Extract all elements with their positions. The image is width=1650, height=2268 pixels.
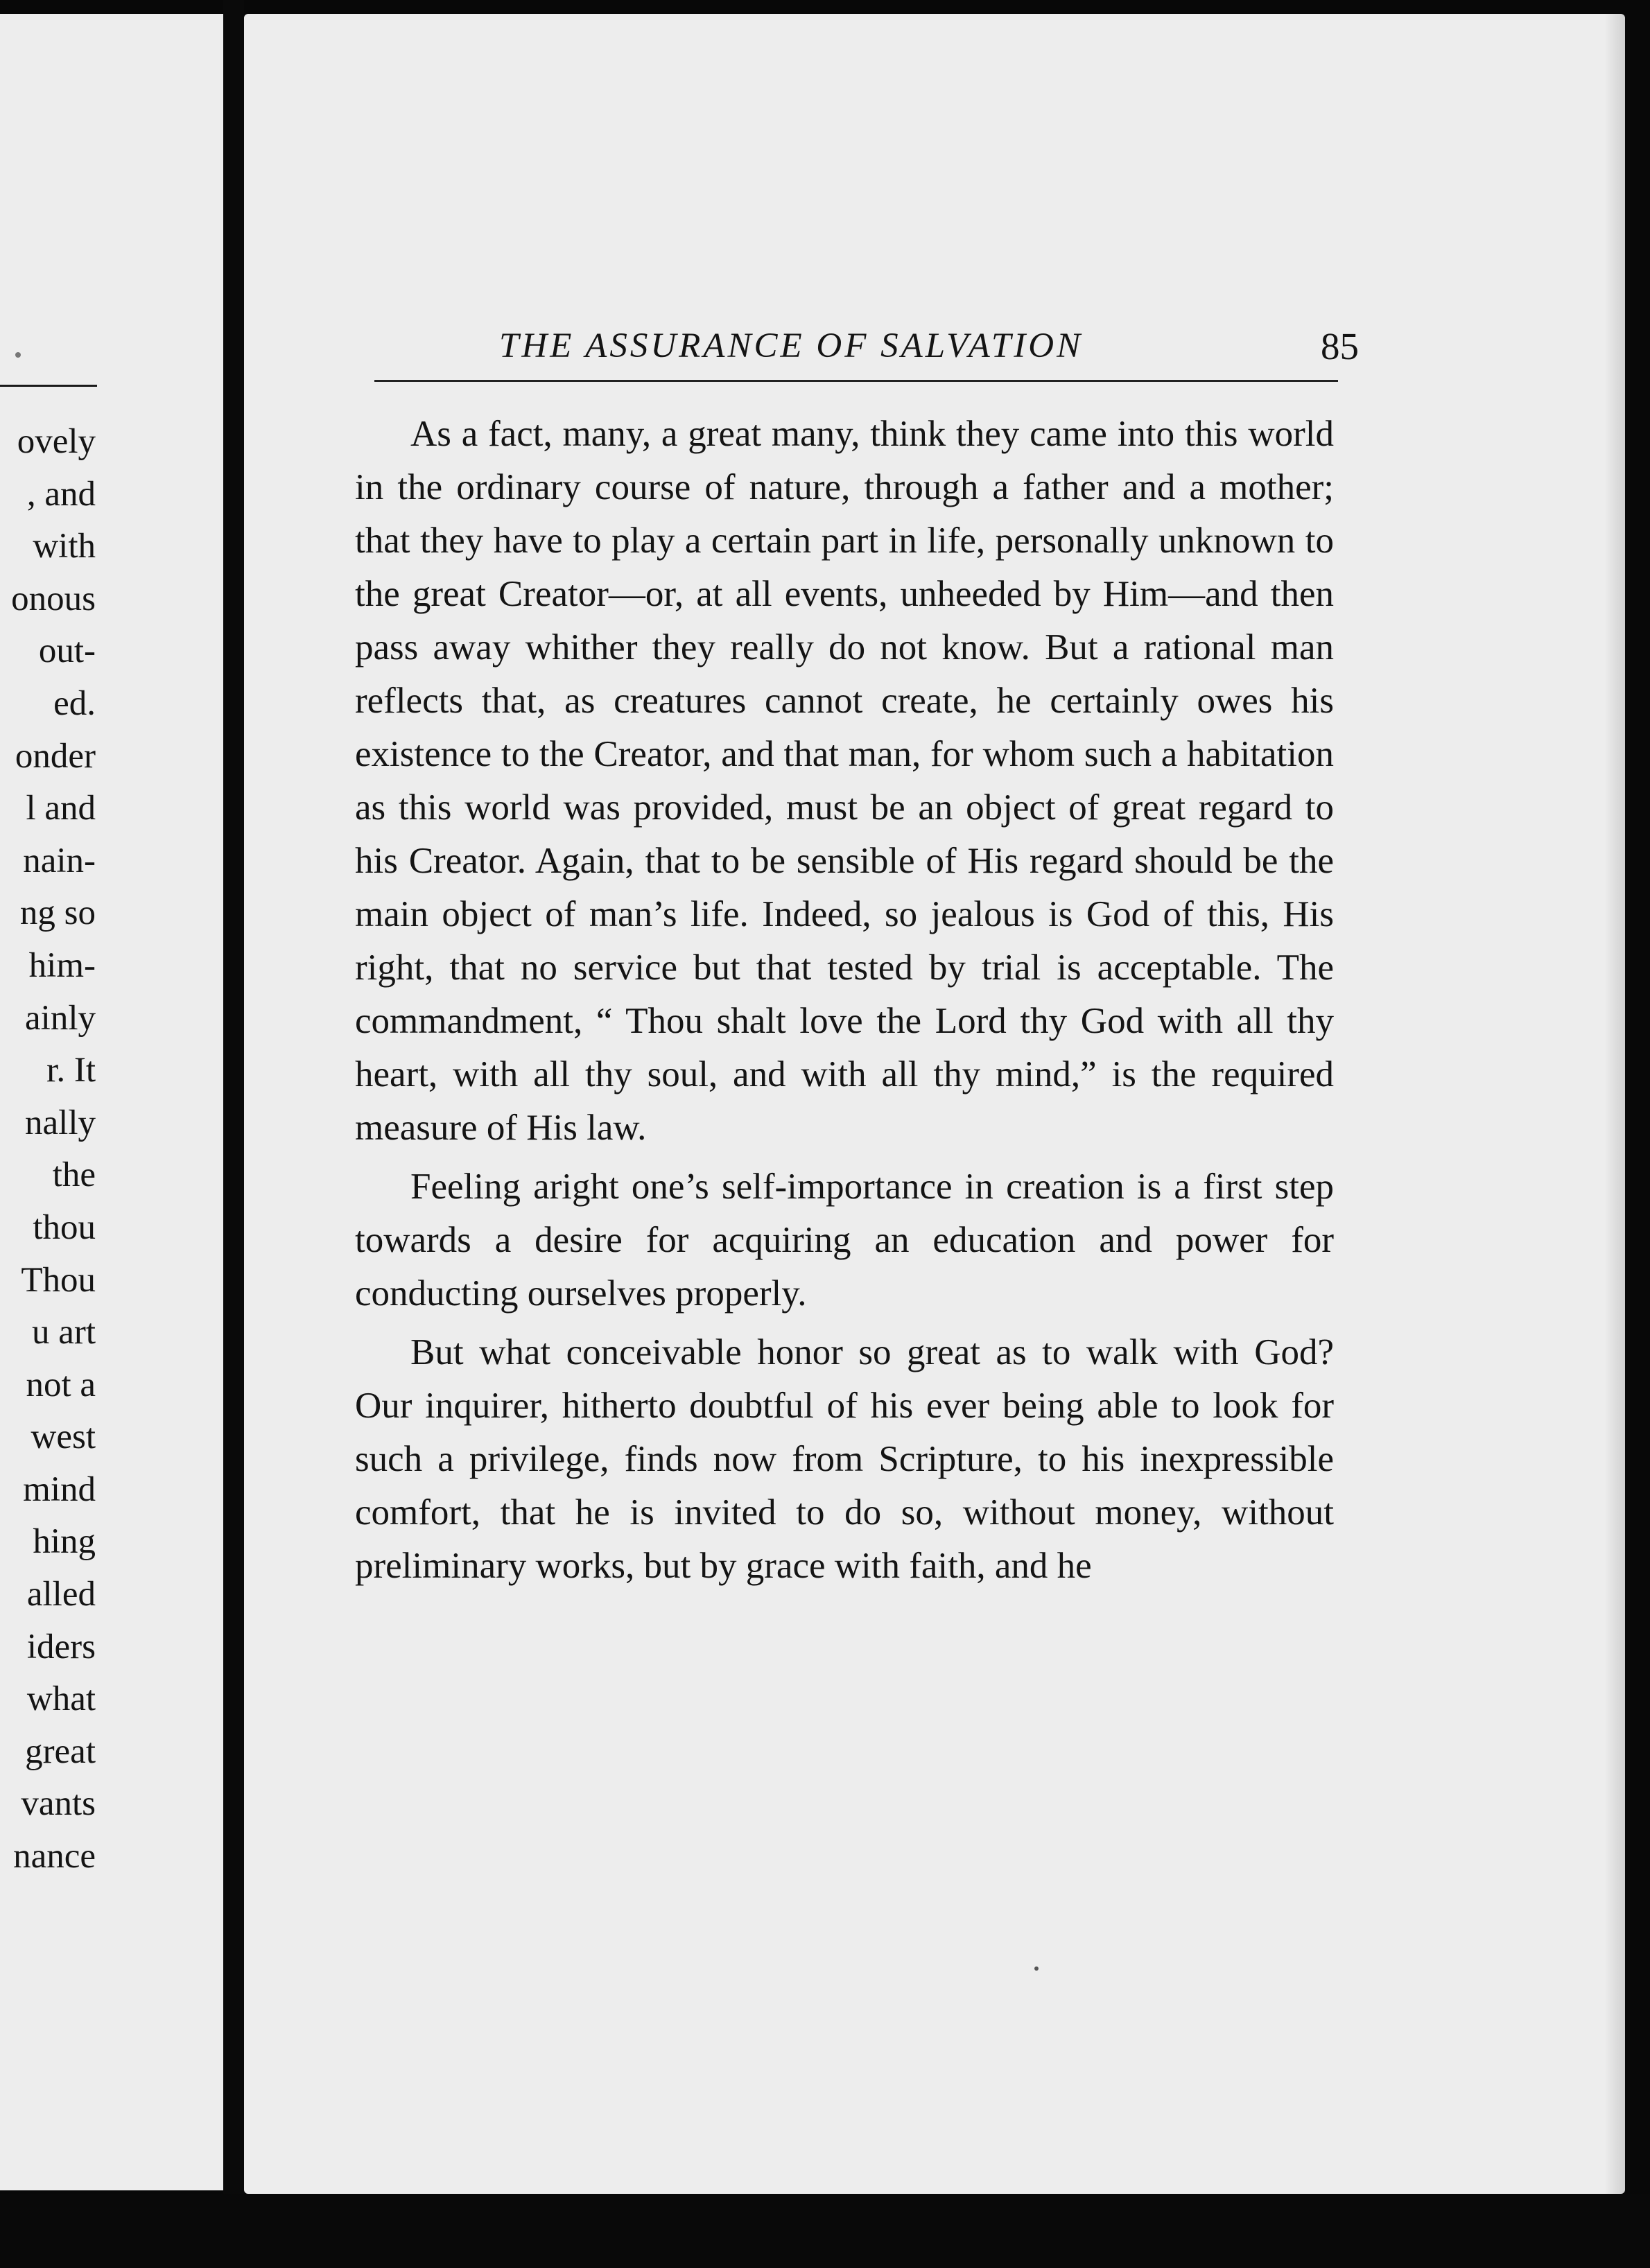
left-line: not a: [26, 1365, 96, 1404]
left-line: west: [31, 1418, 96, 1457]
running-title: THE ASSURANCE OF SALVATION: [499, 326, 1084, 365]
left-line: with: [33, 527, 96, 566]
running-head: [499, 326, 1359, 374]
left-line: alled: [26, 1575, 96, 1614]
left-line: u art: [31, 1313, 96, 1352]
left-page-text: [0, 416, 96, 1883]
left-line: great: [25, 1731, 96, 1771]
left-head-rule: [0, 385, 97, 387]
left-line: nance: [13, 1837, 96, 1876]
page-number: 85: [1321, 325, 1359, 367]
left-line: him-: [28, 945, 96, 985]
left-line: onous: [11, 579, 96, 618]
paragraph: Feeling aright one’s self-importance in creation is a first step towards a desire for acquiring an education and power for conducting ourselves properly.: [355, 1167, 1334, 1314]
left-line: thou: [33, 1207, 96, 1247]
left-line: what: [26, 1680, 96, 1719]
ink-speck: [1034, 1966, 1039, 1971]
left-line: , and: [26, 474, 96, 514]
page-body: [355, 408, 1334, 1598]
left-line: vants: [21, 1784, 96, 1824]
scan-bottom-edge: [0, 2194, 1650, 2268]
head-rule: [374, 380, 1338, 382]
left-line: iders: [26, 1627, 96, 1666]
left-line: Thou: [21, 1260, 96, 1300]
left-line: onder: [15, 736, 96, 776]
left-line: r. It: [46, 1051, 96, 1090]
left-line: hing: [33, 1522, 96, 1562]
left-line: mind: [23, 1469, 96, 1509]
left-page: [0, 14, 223, 2190]
left-line: ng so: [19, 893, 96, 933]
left-line: the: [52, 1155, 96, 1195]
left-line: l and: [26, 789, 96, 828]
book-gutter: [223, 0, 244, 2268]
left-line: nain-: [23, 841, 96, 880]
left-line: ainly: [25, 998, 96, 1038]
left-line: ovely: [17, 422, 96, 461]
ink-speck: [15, 352, 21, 358]
left-line: out-: [38, 631, 96, 671]
paragraph: As a fact, many, a great many, think they came into this world in the ordinary course of nature, through a father and a mother; that they have to play a certain part in life, personally unknown to the great Creator—or, at all events, unheeded by Him—and then pass away whither they really do not know. But a rational man reflects that, as creatures cannot create, he certainly owes his existence to the Creator, and that man, for whom such a habitation as this world was provided, must be an object of great regard to his Creator. Again, that to be sensible of His regard should be the main object of man’s life. Indeed, so jealous is God of this, His right, that no service but that tested by trial is acceptable. The commandment, “ Thou shalt love the Lord thy God with all thy heart, with all thy soul, and with all thy mind,” is the required measure of His law.: [355, 414, 1334, 1148]
left-line: ed.: [53, 683, 96, 723]
left-line: nally: [25, 1103, 96, 1142]
paragraph: But what conceivable honor so great as to walk with God? Our inquirer, hitherto doubtful of his ever being able to look for such a privilege, finds now from Scripture, to his inexpressible comfort, that he is invited to do so, without money, without preliminary works, but by grace with faith, and he: [355, 1332, 1334, 1586]
